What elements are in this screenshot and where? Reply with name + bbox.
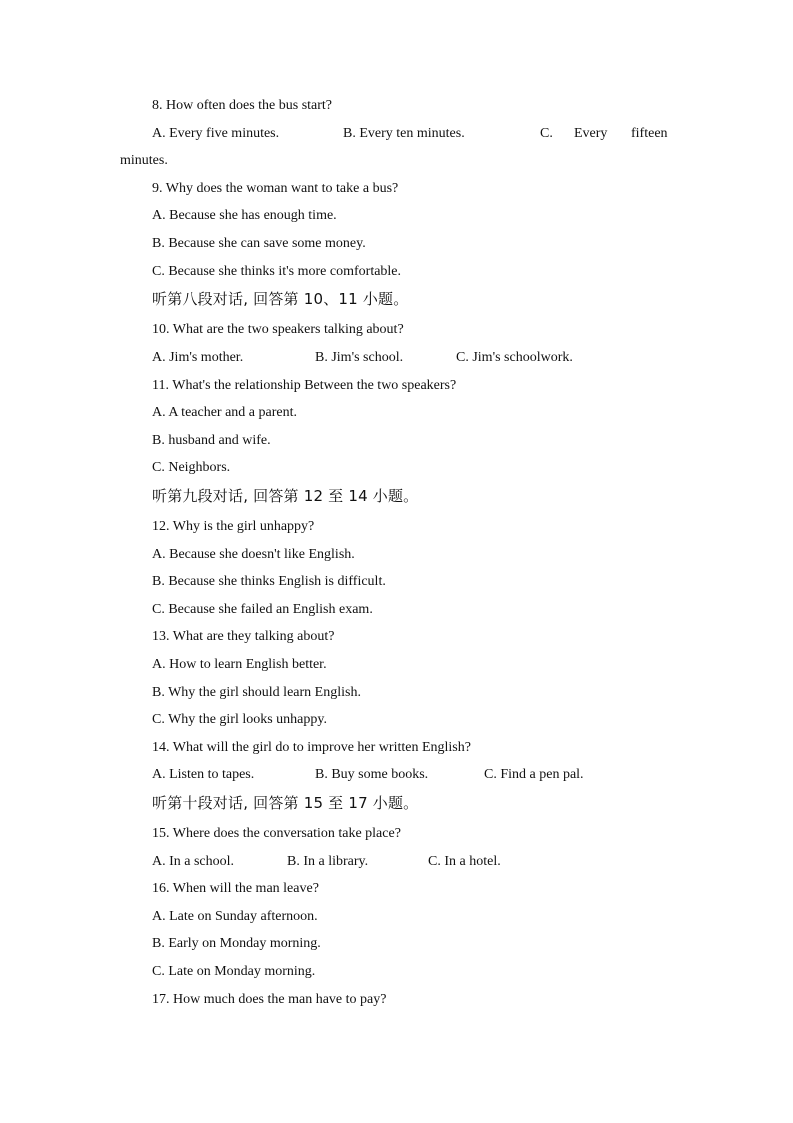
question-10-option-a: A. Jim's mother.	[152, 350, 244, 365]
question-13-stem: 13. What are they talking about?	[152, 629, 335, 644]
question-9-option-b: B. Because she can save some money.	[152, 236, 366, 251]
question-14-option-c: C. Find a pen pal.	[484, 767, 584, 782]
question-17-stem: 17. How much does the man have to pay?	[152, 992, 387, 1007]
question-14-stem: 14. What will the girl do to improve her written English?	[152, 740, 471, 755]
question-11-option-b: B. husband and wife.	[152, 433, 271, 448]
question-13-option-c: C. Why the girl looks unhappy.	[152, 712, 327, 727]
question-11-option-a: A. A teacher and a parent.	[152, 405, 297, 420]
question-8-option-c-continuation: minutes.	[120, 153, 168, 168]
question-10-stem: 10. What are the two speakers talking about?	[152, 322, 404, 337]
question-8-option-c-word2: fifteen	[631, 126, 668, 141]
question-8-option-c-label: C.	[540, 126, 553, 141]
question-15-stem: 15. Where does the conversation take place?	[152, 826, 401, 841]
question-15-option-c: C. In a hotel.	[428, 854, 501, 869]
question-15-option-a: A. In a school.	[152, 854, 235, 869]
question-8-option-a: A. Every five minutes.	[152, 126, 280, 141]
question-16-stem: 16. When will the man leave?	[152, 881, 319, 896]
question-13-option-b: B. Why the girl should learn English.	[152, 685, 361, 700]
question-9-option-a: A. Because she has enough time.	[152, 208, 337, 223]
question-11-stem: 11. What's the relationship Between the two speakers?	[152, 378, 457, 393]
question-14-option-b: B. Buy some books.	[315, 767, 429, 782]
question-13-option-a: A. How to learn English better.	[152, 657, 327, 672]
question-8-option-b: B. Every ten minutes.	[343, 126, 465, 141]
question-10-option-c: C. Jim's schoolwork.	[456, 350, 573, 365]
question-15-option-b: B. In a library.	[287, 854, 369, 869]
section-heading-8: 听第八段对话, 回答第 10、11 小题。	[152, 290, 409, 308]
question-12-stem: 12. Why is the girl unhappy?	[152, 519, 315, 534]
question-9-stem: 9. Why does the woman want to take a bus?	[152, 181, 399, 196]
question-10-option-b: B. Jim's school.	[315, 350, 404, 365]
question-16-option-b: B. Early on Monday morning.	[152, 936, 321, 951]
question-12-option-a: A. Because she doesn't like English.	[152, 547, 355, 562]
question-12-option-c: C. Because she failed an English exam.	[152, 602, 373, 617]
question-12-option-b: B. Because she thinks English is difficult.	[152, 574, 386, 589]
question-8-stem: 8. How often does the bus start?	[152, 98, 333, 113]
question-14-option-a: A. Listen to tapes.	[152, 767, 255, 782]
section-heading-9: 听第九段对话, 回答第 12 至 14 小题。	[152, 487, 419, 505]
section-heading-10: 听第十段对话, 回答第 15 至 17 小题。	[152, 794, 419, 812]
question-16-option-a: A. Late on Sunday afternoon.	[152, 909, 318, 924]
question-8-option-c-word1: Every	[574, 126, 608, 141]
question-9-option-c: C. Because she thinks it's more comfortable.	[152, 264, 402, 279]
question-16-option-c: C. Late on Monday morning.	[152, 964, 316, 979]
question-11-option-c: C. Neighbors.	[152, 460, 231, 475]
